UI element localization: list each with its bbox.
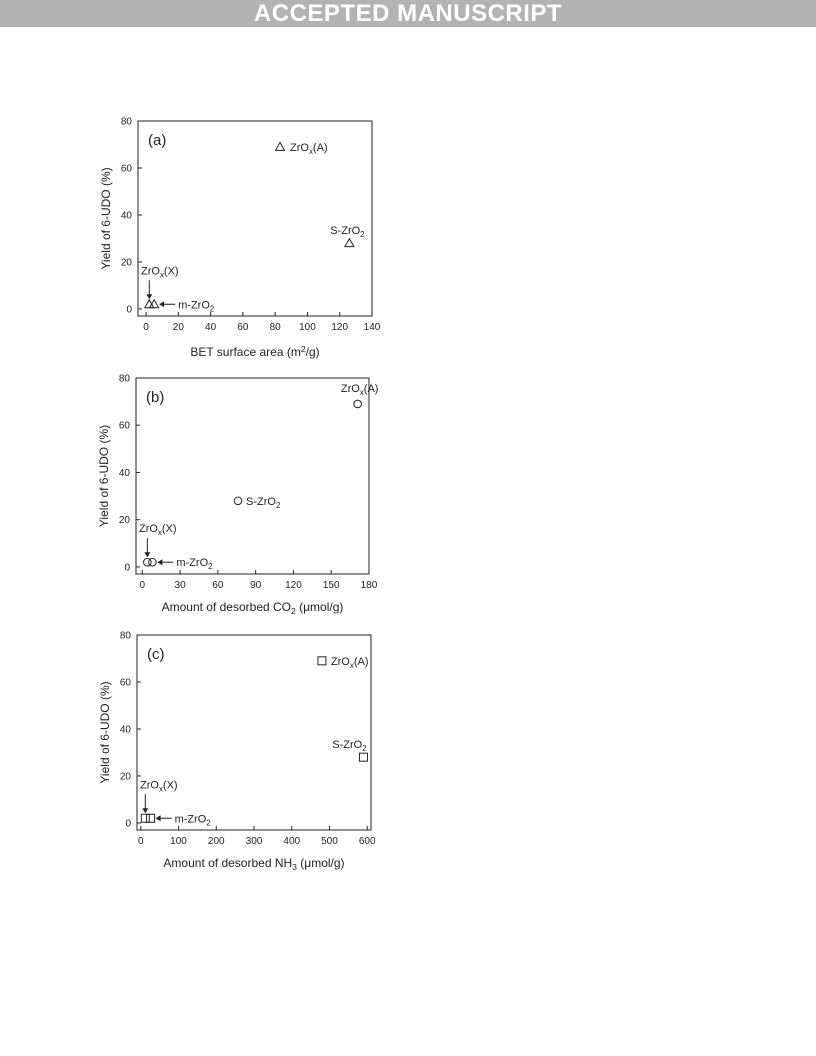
point-label: ZrO$_x$(X)	[140, 779, 178, 794]
data-point-square	[359, 753, 367, 761]
x-tick-label: 120	[331, 322, 349, 333]
panel-label: (a)	[148, 132, 167, 149]
y-tick-label: 20	[120, 257, 132, 269]
point-label: m-ZrO$_2$	[176, 557, 213, 572]
panel-label: (b)	[146, 389, 165, 406]
data-point-circle	[234, 497, 242, 505]
y-tick-label: 40	[118, 467, 130, 479]
data-point-square	[318, 657, 326, 665]
x-tick-label: 20	[172, 322, 184, 333]
x-tick-label: 150	[322, 580, 340, 591]
x-tick-label: 500	[321, 836, 338, 847]
panel-label: (c)	[147, 646, 165, 663]
y-tick-label: 40	[120, 210, 132, 222]
arrow-head	[146, 294, 152, 299]
point-label: S-ZrO$_2$	[332, 739, 367, 754]
x-tick-label: 90	[250, 580, 262, 591]
data-point-square	[141, 814, 149, 822]
x-tick-label: 80	[269, 322, 281, 333]
arrow-head	[144, 552, 150, 557]
y-axis-label: Yield of 6-UDO (%)	[98, 681, 112, 784]
point-label: ZrO$_x$(X)	[141, 265, 179, 280]
x-tick-label: 200	[207, 836, 225, 847]
data-point-circle	[354, 400, 362, 408]
x-axis-label: BET surface area $(m^2/g)$	[190, 344, 320, 359]
y-tick-label: 20	[119, 771, 131, 783]
y-tick-label: 80	[120, 116, 132, 128]
x-tick-label: 60	[212, 580, 224, 591]
x-tick-label: 400	[283, 836, 301, 847]
arrow-head	[157, 559, 162, 565]
x-tick-label: 600	[358, 836, 376, 847]
data-point-triangle	[345, 239, 354, 247]
point-label: S-ZrO$_2$	[246, 495, 281, 510]
point-label: ZrO$_x$(X)	[139, 523, 177, 538]
banner-text: ACCEPTED MANUSCRIPT	[253, 0, 563, 27]
y-tick-label: 60	[120, 163, 132, 175]
y-tick-label: 80	[119, 630, 131, 642]
chart-panel-b	[97, 374, 378, 617]
chart-panel-a	[99, 117, 381, 360]
y-tick-label: 0	[125, 818, 131, 830]
y-tick-label: 20	[118, 515, 130, 527]
data-point-circle	[149, 558, 157, 566]
x-tick-label: 0	[139, 580, 146, 591]
x-tick-label: 30	[174, 580, 186, 591]
y-tick-label: 80	[118, 373, 130, 385]
x-axis-label: Amount of desorbed $CO_2$ (μmol/g)	[161, 600, 344, 616]
plot-frame	[138, 121, 372, 316]
point-label: ZrO$_x$(A)	[290, 141, 328, 156]
y-tick-label: 60	[119, 677, 131, 689]
x-tick-label: 180	[360, 580, 378, 591]
y-axis-label: Yield of 6-UDO (%)	[97, 424, 111, 528]
x-tick-label: 60	[237, 322, 249, 333]
point-label: m-ZrO$_2$	[178, 299, 215, 314]
y-tick-label: 0	[124, 562, 130, 574]
arrow-head	[142, 808, 148, 813]
x-tick-label: 140	[363, 322, 381, 333]
point-label: ZrO$_x$(A)	[330, 655, 369, 670]
x-tick-label: 120	[285, 580, 302, 591]
data-point-triangle	[276, 142, 285, 150]
x-tick-label: 40	[205, 322, 217, 333]
point-label: ZrO$_x$(A)	[340, 382, 379, 397]
x-tick-label: 0	[143, 322, 149, 333]
point-label: S-ZrO$_2$	[330, 225, 365, 240]
data-point-square	[147, 814, 155, 822]
x-tick-label: 300	[245, 836, 263, 847]
chart-panel-c	[98, 631, 376, 873]
x-tick-label: 100	[170, 836, 187, 847]
x-tick-label: 100	[299, 322, 316, 333]
arrow-head	[156, 815, 161, 821]
arrow-head	[159, 301, 164, 307]
plot-frame	[136, 378, 369, 574]
x-tick-label: 0	[137, 836, 144, 847]
point-label: m-ZrO$_2$	[174, 813, 211, 828]
y-axis-label: Yield of 6-UDO (%)	[99, 167, 113, 270]
x-axis-label: Amount of desorbed $NH_3$ (μmol/g)	[163, 856, 345, 872]
y-tick-label: 40	[119, 724, 131, 736]
y-tick-label: 60	[118, 420, 130, 432]
y-tick-label: 0	[126, 304, 132, 316]
